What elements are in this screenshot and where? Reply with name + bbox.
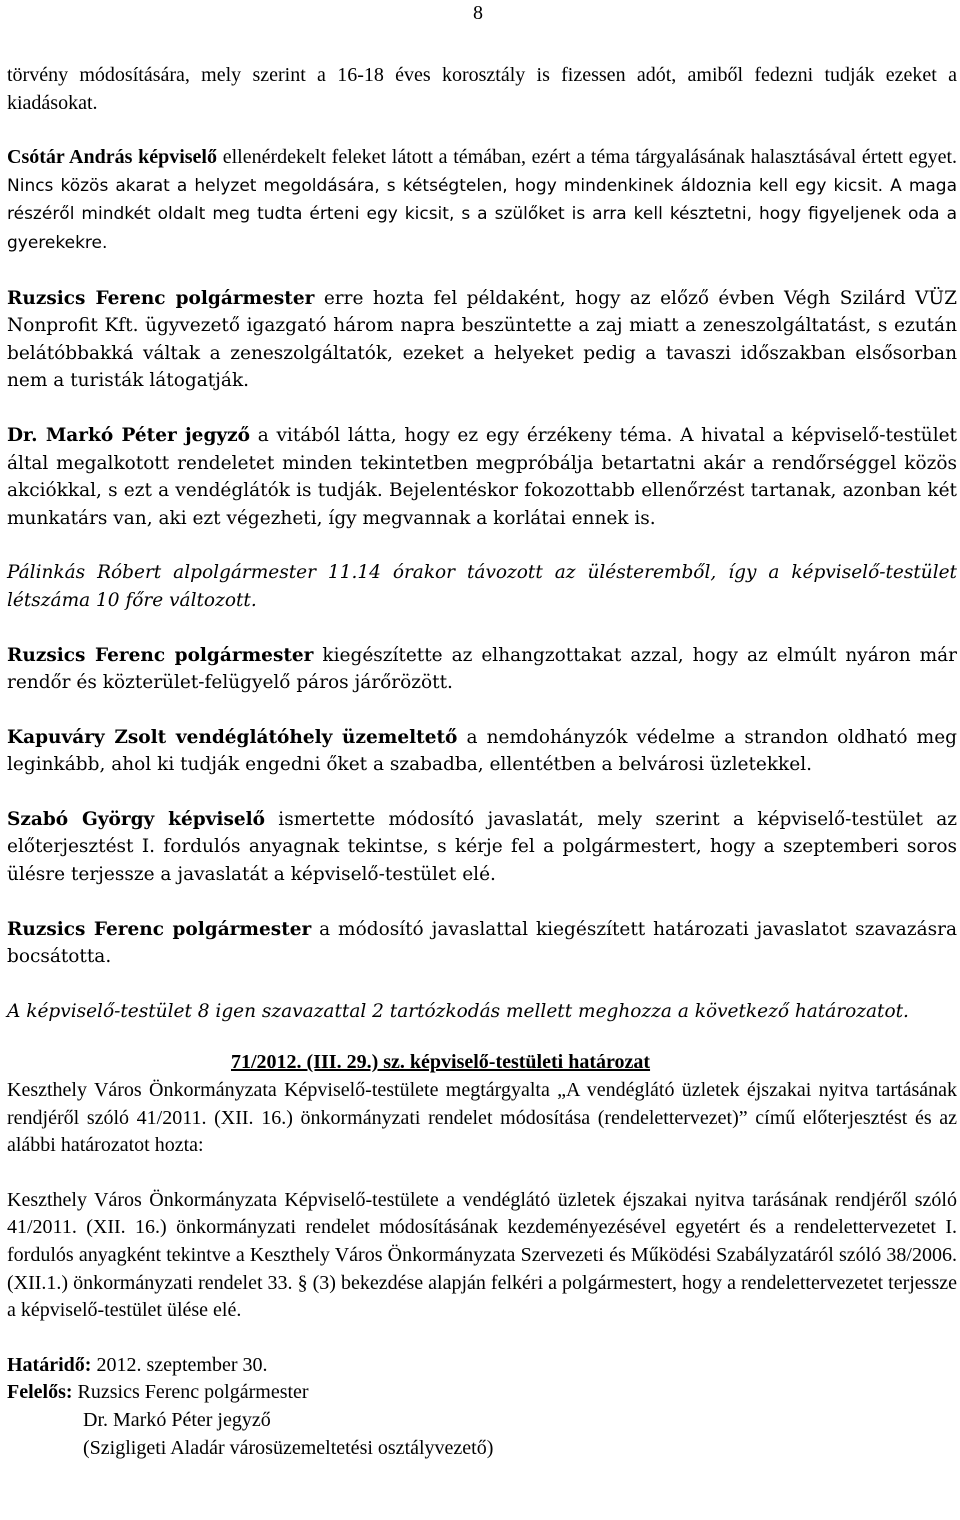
paragraph-text: kiegészítette az elhangzottakat azzal, hogy az elmúlt nyáron már rendőr és közterület-felügyelő páros járőrözött. — [7, 644, 957, 694]
paragraph-text: a vitából látta, hogy ez egy érzékeny téma. A hivatal a képviselő-testület által megalkotott rendeletet minden tekintetben megpróbálja betartatni akár a rendőrséggel közös akciókkal, s ezt a vendéglátók is tudják. Bejelentéskor fokozottabb ellenőrzést tartanak, azonban két munkatárs van, aki ezt végezheti, így megvannak a korlátai ennek is. — [7, 424, 957, 529]
paragraph-text: a nemdohányzók védelme a strandon oldható meg leginkább, ahol ki tudják engedni őket a szabadba, ellentétben a belvárosi üzletekkel. — [7, 726, 957, 776]
deadline-value: 2012. szeptember 30. — [91, 1353, 268, 1376]
responsible-label: Felelős: — [7, 1381, 73, 1404]
page-number: 8 — [473, 2, 483, 24]
paragraph-text: a módosító javaslattal kiegészített határozati javaslatot szavazásra bocsátotta. — [7, 918, 957, 968]
paragraph-text: erre hozta fel példaként, hogy az előző évben Végh Szilárd VÜZ Nonprofit Kft. ügyvezető igazgató három napra beszüntette a zaj miatt a zeneszolgáltatást, s ezután belátóbbakká váltak a zeneszolgáltatók, ezeket a helyeket pedig a tavaszi időszakban elsősorban nem a turisták látogatják. — [7, 287, 957, 392]
responsible-second: Dr. Markó Péter jegyző — [83, 1408, 271, 1431]
speaker-name: Kapuváry Zsolt vendéglátóhely üzemeltető — [7, 726, 458, 748]
resolution-body: Keszthely Város Önkormányzata Képviselő-testülete a vendéglátó üzletek éjszakai nyitva tarásának rendjéről szóló 41/2011. (XII. 16.) önkormányzati rendelet módosításának kezdeményezésével egyetért és a rendelettervezetet I. fordulós anyagként tekintve a Keszthely Város Önkormányzata Szervezeti és Működési Szabályzatáról szóló 38/2006. (XII.1.) önkormányzati rendelet 33. § (3) bekezdése alapján felkéri a polgármestert, hogy a rendelettervezetet terjessze a képviselő-testület ülése elé. — [7, 1188, 957, 1322]
paragraph-vote-note: A képviselő-testület 8 igen szavazattal 2 tartózkodás mellett meghozza a következő határozatot. — [7, 1000, 909, 1022]
resolution-intro: Keszthely Város Önkormányzata Képviselő-testülete megtárgyalta „A vendéglátó üzletek éjszakai nyitva tartásának rendjéről szóló 41/2011. (XII. 16.) önkormányzati rendelet módosítása (rendelettervezet)” című előterjesztést és az alábbi határozatot hozta: — [7, 1079, 957, 1157]
document-body — [7, 62, 957, 1462]
paragraph-marko — [7, 422, 957, 532]
speaker-name: Ruzsics Ferenc polgármester — [7, 644, 314, 666]
paragraph-text-sans: Nincs közös akarat a helyzet megoldására, s kétségtelen, hogy mindenkinek áldoznia kell egy kicsit. A maga részéről mindkét oldalt meg tudta érteni egy kicsit, s a szülőket is arra kell késztetni, hogy figyeljenek oda a gyerekekre. — [7, 175, 957, 253]
speaker-name: Ruzsics Ferenc polgármester — [7, 287, 315, 309]
paragraph-intro: törvény módosítására, mely szerint a 16-18 éves korosztály is fizessen adót, amiből fedezni tudják ezeket a kiadásokat. — [7, 64, 957, 114]
speaker-name: Szabó György képviselő — [7, 808, 266, 830]
paragraph-csotar — [7, 144, 957, 257]
responsible-line — [7, 1379, 957, 1407]
paragraph-ruzsics-2 — [7, 642, 957, 697]
speaker-name: Dr. Markó Péter jegyző — [7, 424, 250, 446]
deadline-line — [7, 1352, 957, 1380]
paragraph-palinkas-note: Pálinkás Róbert alpolgármester 11.14 órakor távozott az ülésteremből, így a képviselő-testület létszáma 10 főre változott. — [7, 562, 957, 611]
speaker-name: Ruzsics Ferenc polgármester — [7, 918, 312, 940]
resolution-title: 71/2012. (III. 29.) sz. képviselő-testületi határozat — [231, 1051, 651, 1074]
paragraph-ruzsics-3 — [7, 916, 957, 971]
paragraph-szabo — [7, 806, 957, 889]
deadline-label: Határidő: — [7, 1353, 92, 1376]
responsible-third: (Szigligeti Aladár városüzemeltetési osztályvezető) — [83, 1436, 494, 1459]
paragraph-text: ismertette módosító javaslatát, mely szerint a képviselő-testület az előterjesztést I. fordulós anyagnak tekintse, s kérje fel a polgármestert, hogy a szeptemberi soros ülésre terjessze a javaslatát a képviselő-testület elé. — [7, 808, 957, 886]
paragraph-text: ellenérdekelt feleket látott a témában, ezért a téma tárgyalásának halasztásával értett egyet. — [216, 146, 958, 169]
responsible-value: Ruzsics Ferenc polgármester — [72, 1381, 309, 1404]
paragraph-ruzsics-1 — [7, 285, 957, 395]
paragraph-kapuvary — [7, 724, 957, 779]
speaker-name: Csótár András képviselő — [7, 146, 217, 169]
